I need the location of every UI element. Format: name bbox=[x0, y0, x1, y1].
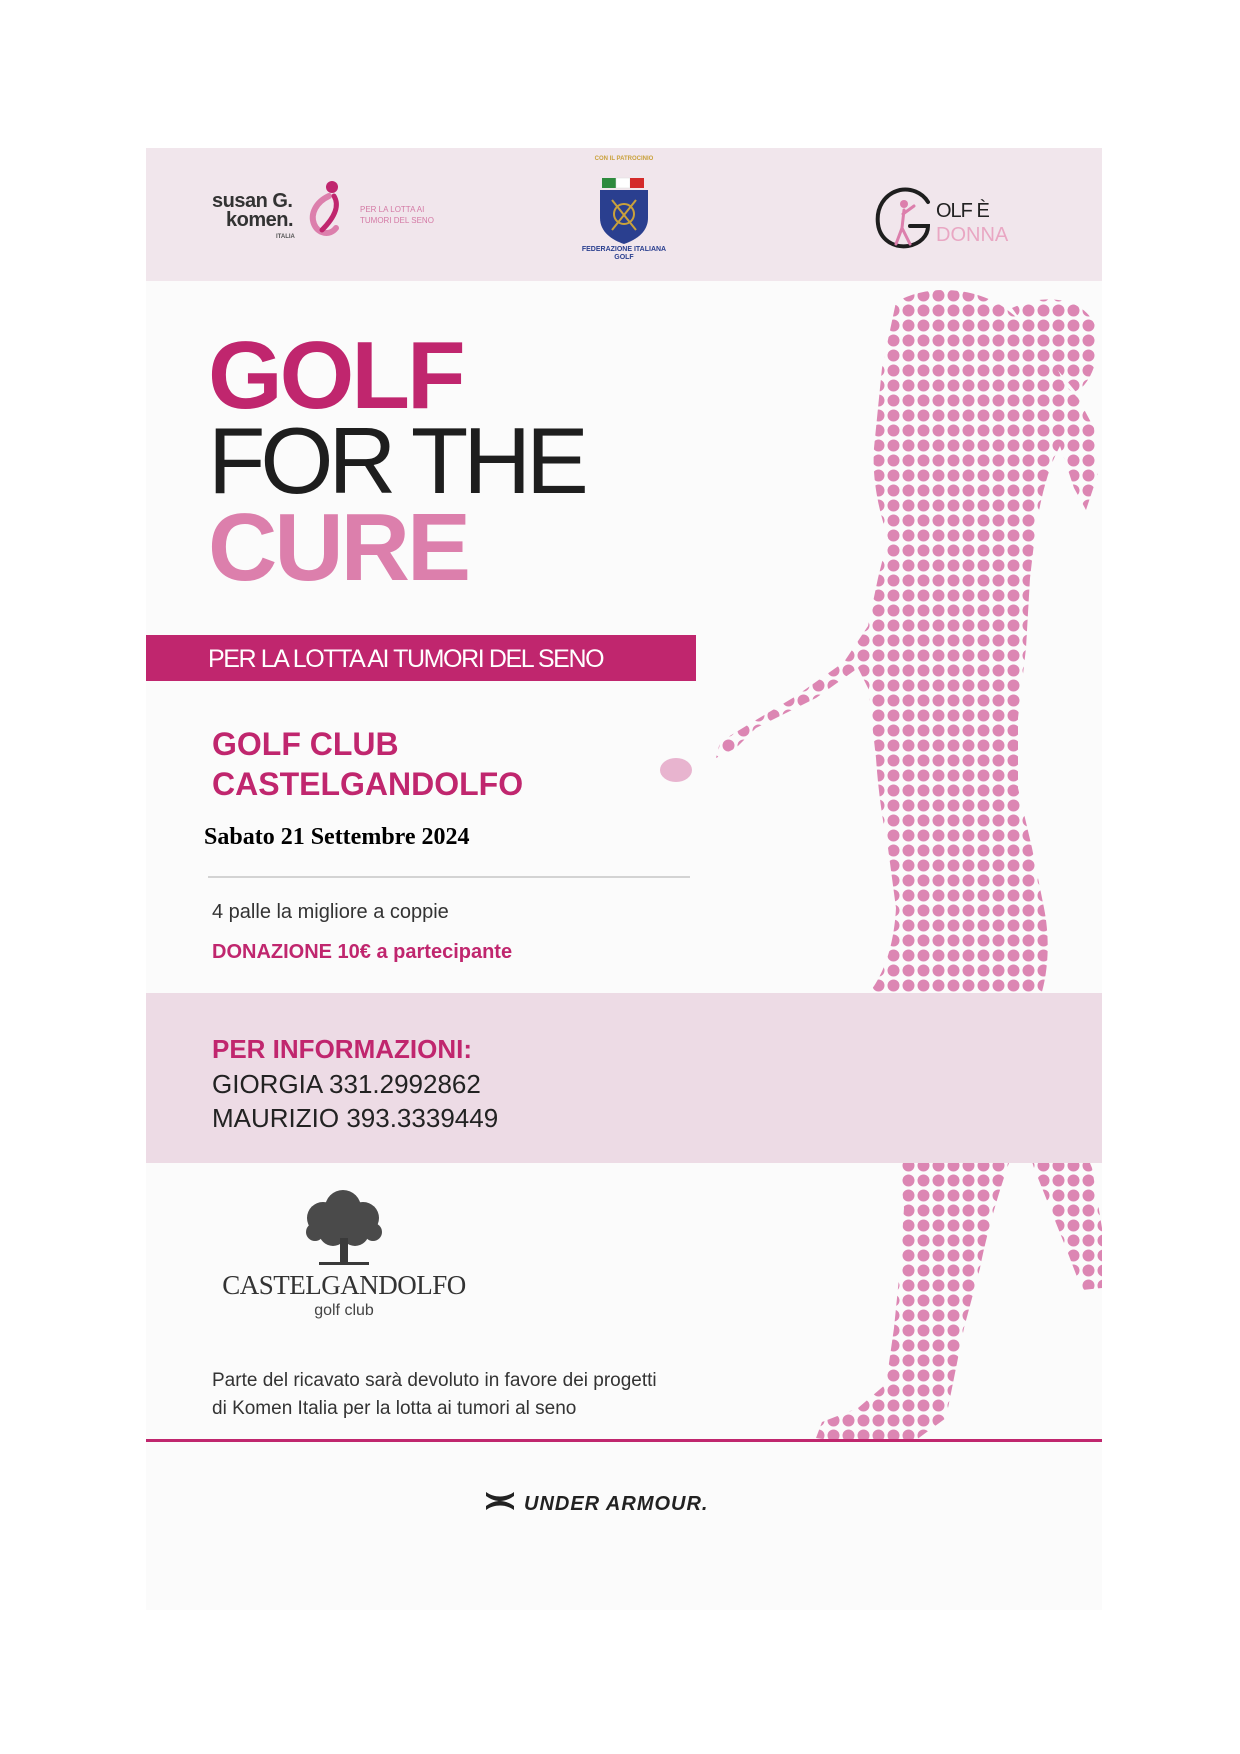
footer-rule bbox=[146, 1439, 1102, 1442]
under-armour-logo-icon bbox=[482, 1490, 518, 1512]
club-logo-name: CASTELGANDOLFO bbox=[222, 1270, 466, 1300]
golf-e-donna-g-icon bbox=[870, 184, 940, 254]
cause-banner bbox=[146, 635, 696, 681]
donation-amount: DONAZIONE 10€ a partecipante bbox=[212, 941, 513, 963]
title-golf: GOLF bbox=[208, 322, 463, 429]
info-heading: PER INFORMAZIONI: bbox=[212, 1034, 472, 1064]
contact-giorgia: GIORGIA 331.2992862 bbox=[212, 1069, 481, 1099]
event-date: Sabato 21 Settembre 2024 bbox=[204, 824, 470, 850]
title-for-the: FOR THE bbox=[208, 408, 584, 513]
fig-crest-icon bbox=[596, 174, 652, 246]
logo-header bbox=[146, 148, 1102, 281]
cause-banner-text: PER LA LOTTA AI TUMORI DEL SENO bbox=[208, 645, 604, 673]
game-format: 4 palle la migliore a coppie bbox=[212, 901, 449, 923]
golf-e-donna-line2: DONNA bbox=[936, 224, 1009, 246]
divider bbox=[208, 876, 690, 878]
footer-note-line2: di Komen Italia per la lotta ai tumori al seno bbox=[212, 1398, 577, 1419]
golf-e-donna-line1: OLF È bbox=[936, 200, 989, 222]
sponsor-name: UNDER ARMOUR. bbox=[524, 1493, 709, 1515]
oak-tree-icon bbox=[301, 1188, 387, 1268]
venue-line2: CASTELGANDOLFO bbox=[212, 766, 524, 802]
komen-logo-line3: ITALIA bbox=[276, 234, 295, 240]
footer-note-line1: Parte del ricavato sarà devoluto in favore dei progetti bbox=[212, 1370, 657, 1391]
contact-maurizio: MAURIZIO 393.3339449 bbox=[212, 1103, 499, 1133]
golfer-silhouette-illustration bbox=[646, 288, 1102, 1448]
fig-name-label: FEDERAZIONE ITALIANA GOLF bbox=[581, 246, 667, 261]
komen-logo-line1: susan G. bbox=[212, 190, 293, 212]
event-poster bbox=[146, 148, 1102, 1610]
komen-tagline: PER LA LOTTA AI TUMORI DEL SENO bbox=[360, 205, 434, 225]
venue-line1: GOLF CLUB bbox=[212, 726, 399, 762]
fig-patronage-label: CON IL PATROCINIO bbox=[594, 156, 654, 162]
title-cure: CURE bbox=[208, 494, 469, 601]
komen-logo-line2: komen. bbox=[226, 209, 294, 231]
pink-ribbon-icon bbox=[296, 178, 356, 240]
club-logo-sub: golf club bbox=[314, 1302, 374, 1319]
